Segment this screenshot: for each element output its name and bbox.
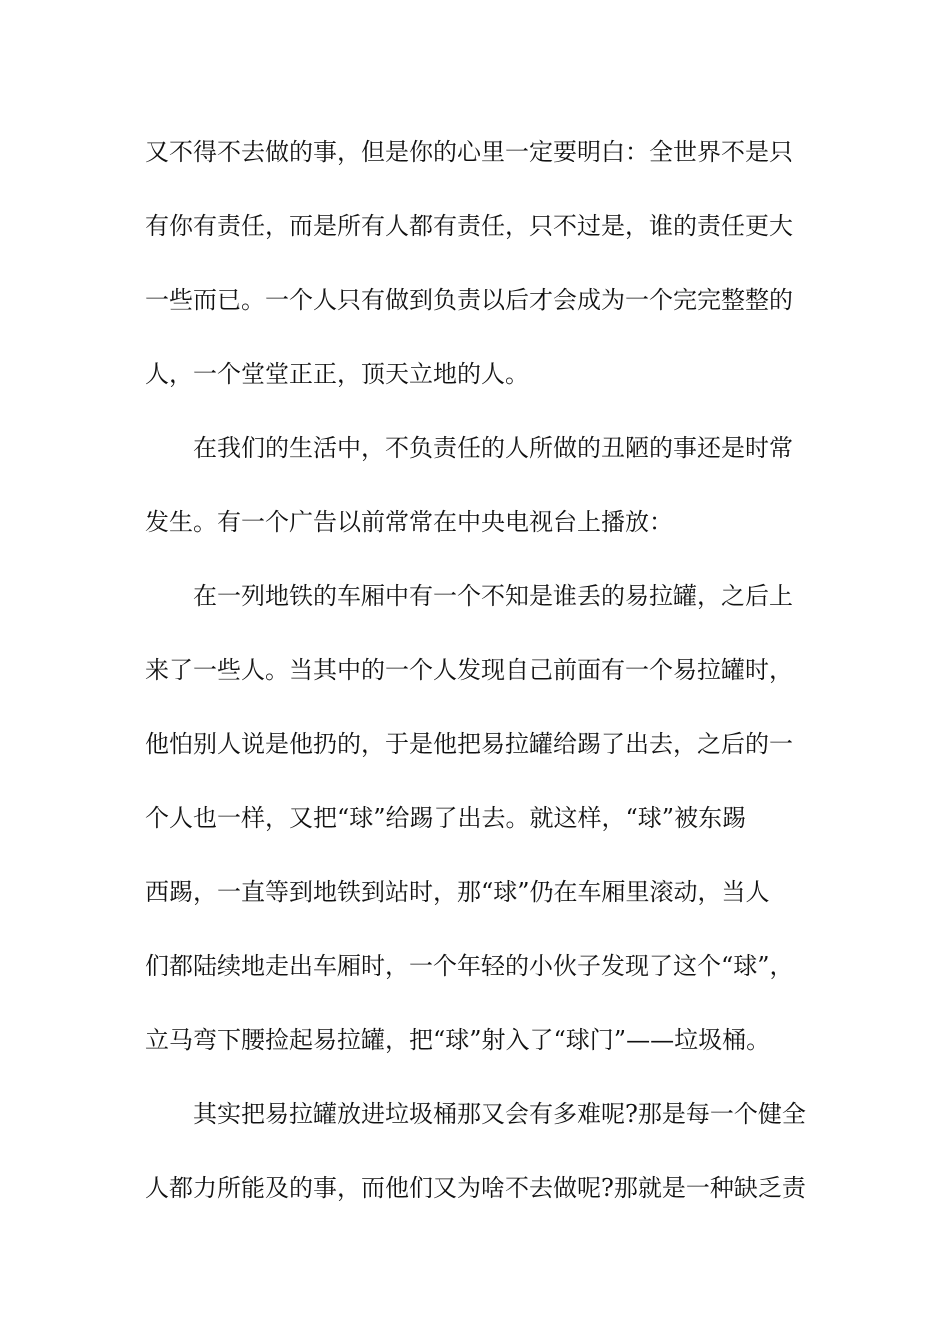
text-line-7: 在一列地铁的车厢中有一个不知是谁丢的易拉罐，之后上 [193, 582, 793, 610]
text-line-4: 人，一个堂堂正正，顶天立地的人。 [145, 360, 529, 388]
text-line-10: 个人也一样，又把“球”给踢了出去。就这样，“球”被东踢 [145, 804, 747, 832]
text-line-12: 们都陆续地走出车厢时，一个年轻的小伙子发现了这个“球”， [145, 952, 794, 980]
body-text [145, 128, 825, 1238]
text-line-13: 立马弯下腰捡起易拉罐，把“球”射入了“球门”——垃圾桶。 [145, 1026, 771, 1054]
text-line-1: 又不得不去做的事，但是你的心里一定要明白：全世界不是只 [145, 138, 793, 166]
text-line-11: 西踢，一直等到地铁到站时，那“球”仍在车厢里滚动，当人 [145, 878, 770, 906]
text-line-5: 在我们的生活中，不负责任的人所做的丑陋的事还是时常 [193, 434, 793, 462]
text-line-3: 一些而已。一个人只有做到负责以后才会成为一个完完整整的 [145, 286, 793, 314]
text-line-8: 来了一些人。当其中的一个人发现自己前面有一个易拉罐时， [145, 656, 793, 684]
text-line-2: 有你有责任，而是所有人都有责任，只不过是，谁的责任更大 [145, 212, 793, 240]
text-line-9: 他怕别人说是他扔的，于是他把易拉罐给踢了出去，之后的一 [145, 730, 793, 758]
text-line-14: 其实把易拉罐放进垃圾桶那又会有多难呢?那是每一个健全 [193, 1100, 806, 1128]
text-line-15: 人都力所能及的事，而他们又为啥不去做呢?那就是一种缺乏责 [145, 1174, 806, 1202]
text-line-6: 发生。有一个广告以前常常在中央电视台上播放： [145, 508, 673, 536]
